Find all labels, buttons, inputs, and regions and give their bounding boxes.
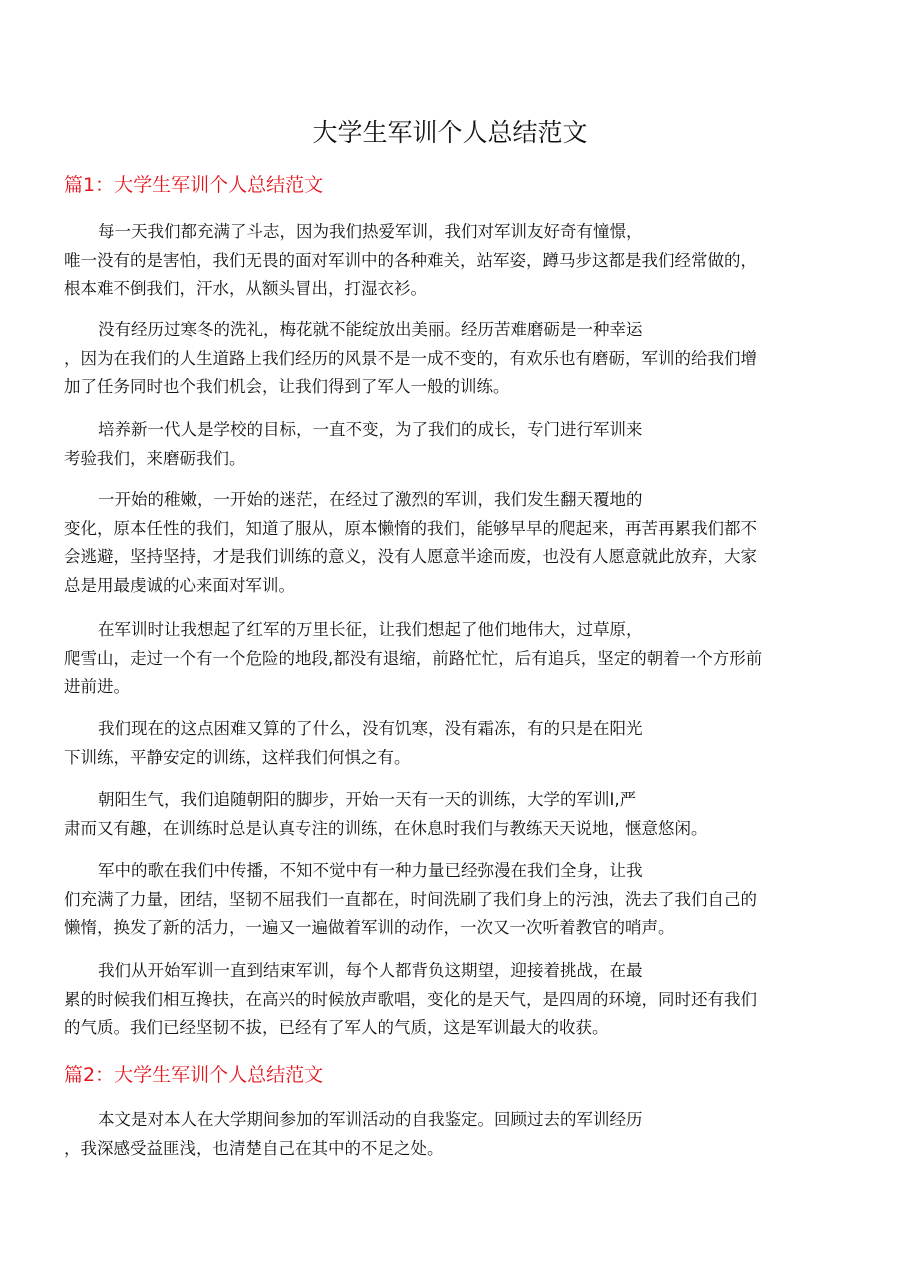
paragraph <box>64 786 844 843</box>
paragraph <box>64 486 844 600</box>
paragraph-line: 的气质。我们已经坚韧不拔，已经有了军人的气质，这是军训最大的收获。 <box>64 1018 609 1037</box>
paragraph-line: 爬雪山，走过一个有一个危险的地段,都没有退缩，前路忙忙，后有追兵，坚定的朝着一个方形前 <box>64 648 763 668</box>
paragraph-line: ，因为在我们的人生道路上我们经历的风景不是一成不变的，有欢乐也有磨砺，军训的给我们增 <box>64 348 757 368</box>
paragraph-line: 下训练，平静安定的训练，这样我们何惧之有。 <box>64 747 411 767</box>
paragraph <box>64 416 844 473</box>
paragraph-line: 累的时候我们相互搀扶，在高兴的时候放声歌唱，变化的是天气，是四周的环境，同时还有我们 <box>64 989 757 1009</box>
paragraph-line: ，我深感受益匪浅，也清楚自己在其中的不足之处。 <box>64 1138 444 1158</box>
paragraph-line: 们充满了力量，团结，坚韧不屈我们一直都在，时间洗刷了我们身上的污浊，洗去了我们自己的 <box>64 889 757 909</box>
paragraph-line: 唯一没有的是害怕，我们无畏的面对军训中的各种难关，站军姿，蹲马步这都是我们经常做的， <box>64 250 757 270</box>
paragraph-line: 没有经历过寒冬的洗礼，梅花就不能绽放出美丽。经历苦难磨砺是一种幸运 <box>98 320 643 339</box>
paragraph <box>64 957 844 1043</box>
paragraph-line: 我们现在的这点困难又算的了什么，没有饥寒，没有霜冻，有的只是在阳光 <box>98 719 643 738</box>
paragraph-line: 变化，原本任性的我们，知道了服从，原本懒惰的我们，能够早早的爬起来，再苦再累我们都不 <box>64 518 757 538</box>
paragraph-line: 军中的歌在我们中传播，不知不觉中有一种力量已经弥漫在我们全身，让我 <box>98 861 643 880</box>
paragraph-line: 我们从开始军训一直到结束军训，每个人都背负这期望，迎接着挑战，在最 <box>98 961 643 980</box>
paragraph-line: 加了任务同时也个我们机会，让我们得到了军人一般的训练。 <box>64 377 510 396</box>
paragraph <box>64 715 844 772</box>
paragraph-line: 总是用最虔诚的心来面对军训。 <box>64 575 295 595</box>
paragraph-line: 朝阳生气，我们追随朝阳的脚步，开始一天有一天的训练，大学的军训I,严 <box>98 790 637 809</box>
paragraph <box>64 316 844 402</box>
paragraph-line: 每一天我们都充满了斗志，因为我们热爱军训，我们对军训友好奇有憧憬， <box>98 222 643 241</box>
paragraph-line: 懒惰，换发了新的活力，一遍又一遍做着军训的动作，一次又一次听着教官的哨声。 <box>64 918 675 937</box>
paragraph-line: 培养新一代人是学校的目标，一直不变，为了我们的成长，专门进行军训来 <box>98 420 643 439</box>
paragraph-line: 根本难不倒我们，汗水，从额头冒出，打湿衣衫。 <box>64 279 427 298</box>
paragraph-line: 在军训时让我想起了红军的万里长征，让我们想起了他们地伟大，过草原， <box>98 620 643 639</box>
paragraph-line: 进前进。 <box>64 677 130 696</box>
paragraph <box>64 1106 844 1163</box>
paragraph <box>64 616 844 702</box>
paragraph-line: 本文是对本人在大学期间参加的军训活动的自我鉴定。回顾过去的军训经历 <box>98 1110 643 1129</box>
paragraph <box>64 218 844 304</box>
paragraph-line: 会逃避，坚持坚持，才是我们训练的意义，没有人愿意半途而废，也没有人愿意就此放弃，大家 <box>64 547 757 566</box>
paragraph-line: 肃而又有趣，在训练时总是认真专注的训练，在休息时我们与教练天天说地，惬意悠闲。 <box>64 818 708 838</box>
paragraph <box>64 857 844 943</box>
section-heading-1: 篇1：大学生军训个人总结范文 <box>64 174 324 196</box>
paragraph-line: 一开始的稚嫩，一开始的迷茫，在经过了激烈的军训，我们发生翻天覆地的 <box>98 490 643 509</box>
paragraph-line: 考验我们，来磨砺我们。 <box>64 448 246 468</box>
section-heading-2: 篇2：大学生军训个人总结范文 <box>64 1064 324 1086</box>
document-title: 大学生军训个人总结范文 <box>312 118 588 147</box>
